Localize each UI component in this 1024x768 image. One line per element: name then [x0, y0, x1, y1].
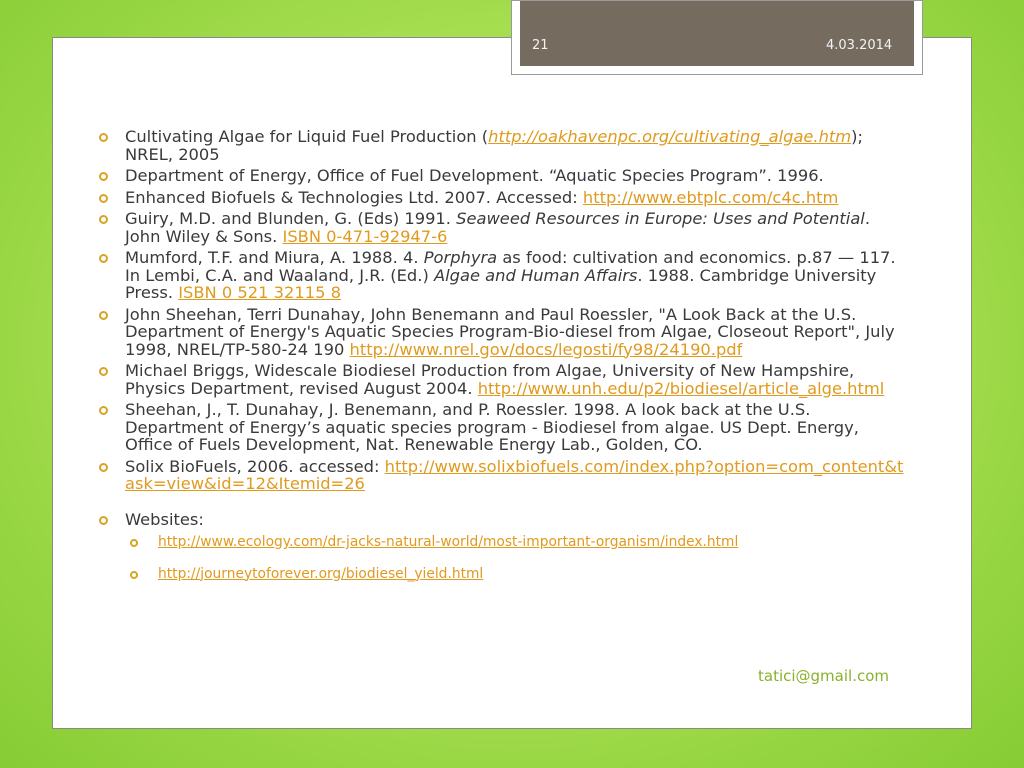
bullet-icon [99, 172, 108, 181]
reference-item: Cultivating Algae for Liquid Fuel Production (http://oakhavenpc.org/cultivating_algae.htm); NREL, 2005 [96, 128, 906, 163]
isbn-link[interactable]: ISBN 0 521 32115 8 [178, 283, 341, 302]
website-item [96, 566, 906, 584]
reference-link[interactable]: http://www.ebtplc.com/c4c.htm [582, 187, 839, 207]
bullet-icon [99, 194, 108, 203]
reference-item: Michael Briggs, Widescale Biodiesel Production from Algae, University of New Hampshire, Physics Department, revised August 2004. http://www.unh.edu/p2/biodiesel/article_alge.html [96, 362, 906, 397]
bullet-icon [99, 367, 108, 376]
slide-date: 4.03.2014 [826, 38, 893, 53]
bullet-icon [99, 215, 108, 224]
bullet-icon [99, 516, 108, 525]
bullet-icon [99, 406, 108, 415]
website-link[interactable]: http://www.ecology.com/dr-jacks-natural-world/most-important-organism/index.html [158, 534, 739, 550]
bullet-icon [99, 254, 108, 263]
reference-item: Department of Energy, Office of Fuel Development. “Aquatic Species Program”. 1996. [96, 167, 906, 185]
bullet-icon [99, 463, 108, 472]
reference-item: John Sheehan, Terri Dunahay, John Benemann and Paul Roessler, "A Look Back at the U.S. Department of Energy's Aquatic Species Program-Bio-diesel from Algae, Closeout Report", July 1998, NREL/TP-580-24 190 http://www.nrel.gov/docs/legosti/fy98/24190.pdf [96, 306, 906, 359]
isbn-link[interactable]: ISBN 0-471-92947-6 [282, 226, 448, 246]
author-email: tatici@gmail.com [758, 667, 890, 685]
reference-link[interactable]: http://www.unh.edu/p2/biodiesel/article_alge.html [477, 378, 885, 398]
reference-item: Enhanced Biofuels & Technologies Ltd. 2007. Accessed: http://www.ebtplc.com/c4c.htm [96, 189, 906, 207]
website-link[interactable]: http://journeytoforever.org/biodiesel_yield.html [158, 565, 484, 582]
reference-link[interactable]: http://www.nrel.gov/docs/legosti/fy98/24190.pdf [349, 339, 743, 359]
website-item [96, 534, 906, 552]
header-bar [520, 1, 914, 66]
reference-item: Solix BioFuels, 2006. accessed: http://www.solixbiofuels.com/index.php?option=com_content&task=view&id=12&Itemid=26 [96, 458, 906, 493]
bullet-icon [99, 311, 108, 320]
reference-list [96, 128, 906, 597]
bullet-icon [99, 133, 108, 142]
bullet-icon [130, 539, 138, 547]
slide-number: 21 [532, 38, 549, 53]
reference-link[interactable]: http://www.solixbiofuels.com/index.php?option=com_content&task=view&id=12&Itemid=26 [125, 456, 904, 493]
reference-link[interactable]: http://oakhavenpc.org/cultivating_algae.htm [488, 127, 852, 146]
reference-item: Guiry, M.D. and Blunden, G. (Eds) 1991. Seaweed Resources in Europe: Uses and Potential. John Wiley & Sons. ISBN 0-471-92947-6 [96, 210, 906, 245]
websites-heading: Websites: [96, 511, 906, 529]
reference-item: Mumford, T.F. and Miura, A. 1988. 4. Porphyra as food: cultivation and economics. p.87 — 117. In Lembi, C.A. and Waaland, J.R. (Ed.) Algae and Human Affairs. 1988. Cambridge University Press. ISBN 0 521 32115 8 [96, 249, 906, 302]
bullet-icon [130, 571, 138, 579]
reference-item: Sheehan, J., T. Dunahay, J. Benemann, and P. Roessler. 1998. A look back at the U.S. Department of Energy’s aquatic species program - Biodiesel from algae. US Dept. Energy, Office of Fuels Development, Nat. Renewable Energy Lab., Golden, CO. [96, 401, 906, 454]
